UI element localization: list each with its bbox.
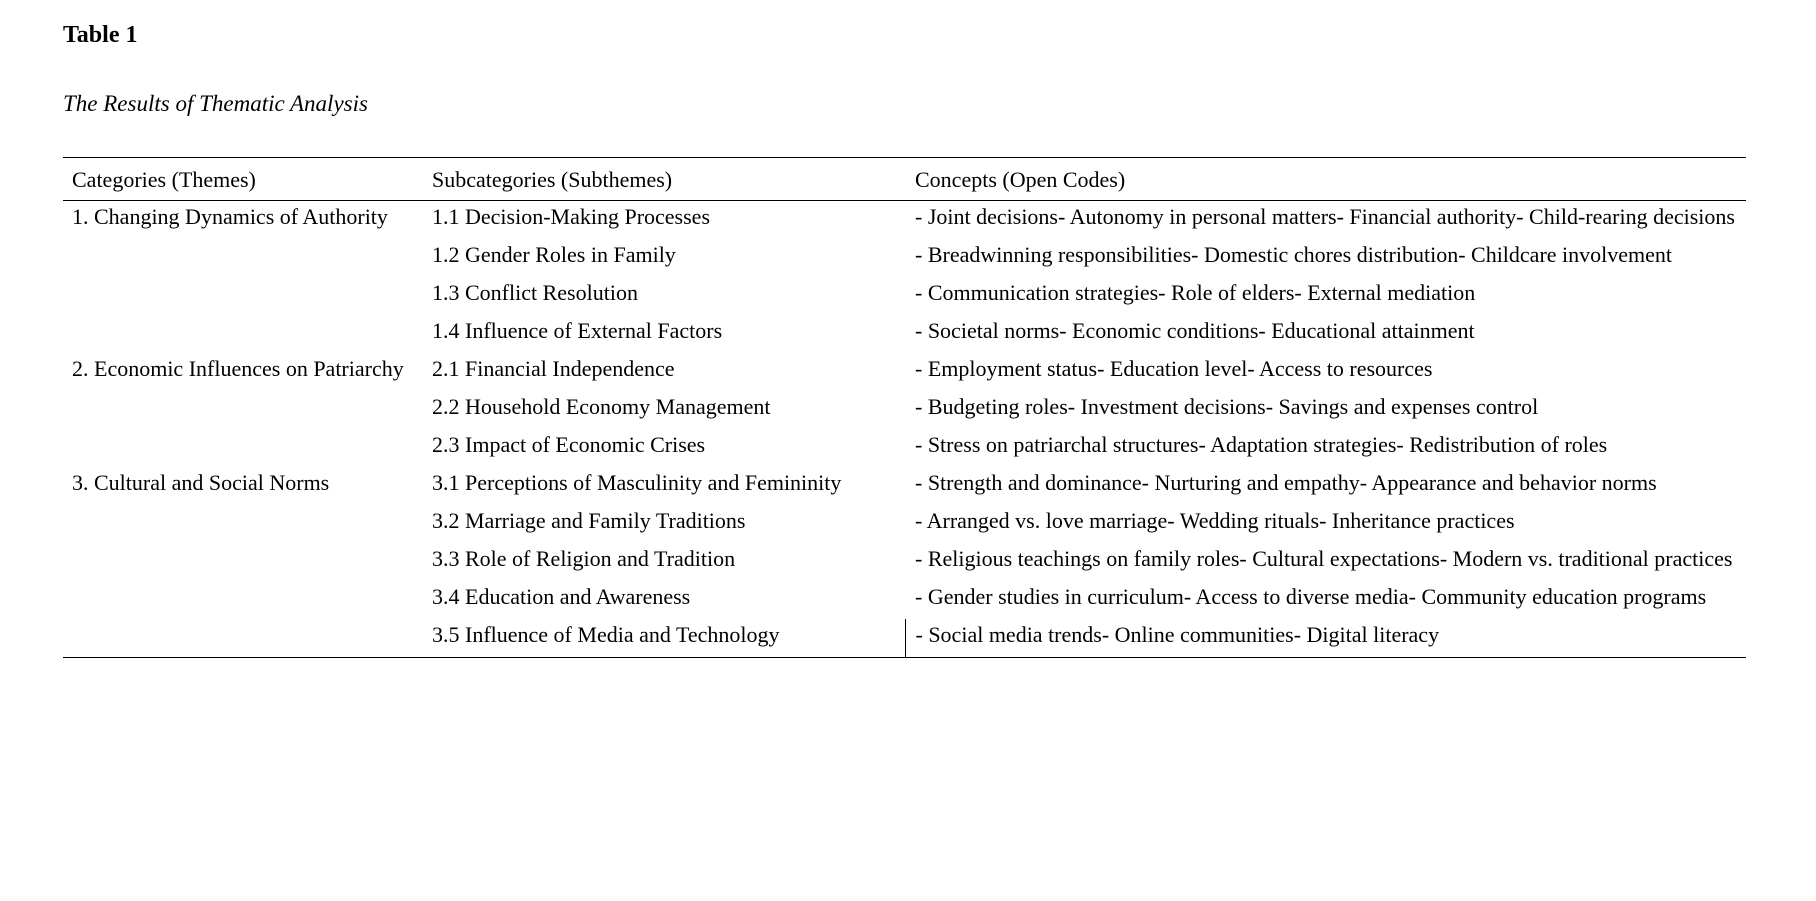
category-cell: [63, 619, 425, 658]
concepts-cell: - Employment status- Education level- Access to resources: [915, 356, 1433, 381]
column-header-concepts: Concepts (Open Codes): [905, 158, 1746, 201]
category-cell: [63, 391, 425, 429]
table-caption: The Results of Thematic Analysis: [63, 91, 368, 116]
concepts-cell: - Religious teachings on family roles- Cultural expectations- Modern vs. traditional practices: [915, 546, 1733, 571]
table-row: [63, 543, 1746, 581]
subcategory-cell: 2.2 Household Economy Management: [432, 394, 771, 419]
table-row: [63, 277, 1746, 315]
category-cell: 1. Changing Dynamics of Authority: [72, 204, 388, 229]
concepts-cell: - Joint decisions- Autonomy in personal matters- Financial authority- Child-rearing decisions: [915, 204, 1735, 229]
table-row: [63, 201, 1746, 240]
category-cell: [63, 315, 425, 353]
column-header-subcategories: Subcategories (Subthemes): [425, 158, 905, 201]
subcategory-cell: 3.3 Role of Religion and Tradition: [432, 546, 736, 571]
table-row: [63, 467, 1746, 505]
table-row: [63, 353, 1746, 391]
concepts-cell: - Communication strategies- Role of elders- External mediation: [915, 280, 1476, 305]
table-label: Table 1: [63, 22, 138, 48]
concepts-cell: - Arranged vs. love marriage- Wedding rituals- Inheritance practices: [915, 508, 1515, 533]
concepts-cell: - Stress on patriarchal structures- Adaptation strategies- Redistribution of roles: [915, 432, 1608, 457]
subcategory-cell: 3.2 Marriage and Family Traditions: [432, 508, 746, 533]
table-body: [63, 201, 1746, 658]
concepts-cell: - Societal norms- Economic conditions- Educational attainment: [915, 318, 1475, 343]
subcategory-cell: 2.1 Financial Independence: [432, 356, 675, 381]
subcategory-cell: 3.5 Influence of Media and Technology: [425, 619, 905, 658]
concepts-cell: - Social media trends- Online communities- Digital literacy: [905, 619, 1746, 658]
table-row: [63, 315, 1746, 353]
concepts-cell: - Budgeting roles- Investment decisions- Savings and expenses control: [915, 394, 1539, 419]
subcategory-cell: 1.1 Decision-Making Processes: [432, 204, 711, 229]
table-header: [63, 158, 1746, 201]
table-row: [63, 505, 1746, 543]
category-cell: [63, 581, 425, 619]
concepts-cell: - Strength and dominance- Nurturing and empathy- Appearance and behavior norms: [915, 470, 1657, 495]
subcategory-cell: 1.2 Gender Roles in Family: [432, 242, 676, 267]
column-header-categories: Categories (Themes): [63, 158, 425, 201]
thematic-analysis-table: [63, 157, 1746, 658]
category-cell: [63, 429, 425, 467]
concepts-cell: - Gender studies in curriculum- Access to diverse media- Community education programs: [915, 584, 1707, 609]
table-row: [63, 429, 1746, 467]
header-row: [63, 158, 1746, 201]
subcategory-cell: 3.4 Education and Awareness: [432, 584, 691, 609]
category-cell: [63, 277, 425, 315]
category-cell: [63, 543, 425, 581]
subcategory-cell: 1.3 Conflict Resolution: [432, 280, 638, 305]
subcategory-cell: 1.4 Influence of External Factors: [432, 318, 723, 343]
category-cell: [63, 505, 425, 543]
subcategory-cell: 2.3 Impact of Economic Crises: [432, 432, 706, 457]
concepts-cell: - Breadwinning responsibilities- Domestic chores distribution- Childcare involvement: [915, 242, 1673, 267]
table-row: [63, 619, 1746, 658]
table-row: [63, 581, 1746, 619]
category-cell: 2. Economic Influences on Patriarchy: [72, 356, 404, 381]
subcategory-cell: 3.1 Perceptions of Masculinity and Femininity: [432, 470, 842, 495]
table-row: [63, 391, 1746, 429]
category-cell: 3. Cultural and Social Norms: [72, 470, 330, 495]
table-row: [63, 239, 1746, 277]
category-cell: [63, 239, 425, 277]
